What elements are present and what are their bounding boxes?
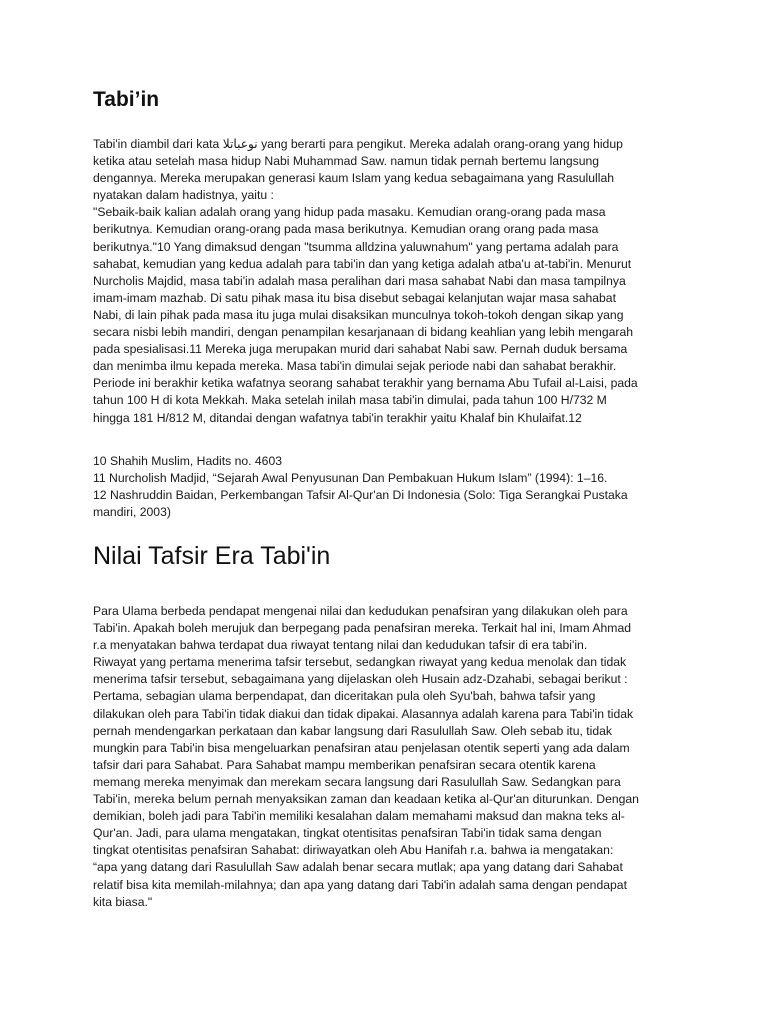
paragraph-nilai-tafsir: Para Ulama berbeda pendapat mengenai nilai dan kedudukan penafsiran yang dilakukan oleh para Tabi'in. Apakah boleh merujuk dan berpegang pada penafsiran mereka. Terkait hal ini, Imam Ahmad r.a menyatakan bahwa terdapat dua riwayat tentang nilai dan kedudukan tafsir di era tabi'in. Riwayat yang pertama menerima tafsir tersebut, sedangkan riwayat yang kedua menolak dan tidak menerima tafsir tersebut, sebagaimana yang dijelaskan oleh Husain adz-Dzahabi, sebagai berikut : Pertama, sebagian ulama berpendapat, dan diceritakan pula oleh Syu'bah, bahwa tafsir yang dilakukan oleh para Tabi'in tidak diakui dan tidak dipakai. Alasannya adalah karena para Tabi'in tidak pernah mendengarkan perkataan dan kabar langsung dari Rasulullah Saw. Oleh sebab itu, tidak mungkin para Tabi'in bisa mengeluarkan penafsiran atau penjelasan otentik seperti yang ada dalam tafsir dari para Sahabat. Para Sahabat mampu memberikan penafsiran secara otentik karena memang mereka menyimak dan merekam secara langsung dari Rasulullah Saw. Sedangkan para Tabi'in, mereka belum pernah menyaksikan zaman dan keadaan ketika al-Qur'an diturunkan. Dengan demikian, boleh jadi para Tabi'in memiliki kesalahan dalam memahami maksud dan makna teks al- Qur'an. Jadi, para ulama mengatakan, tingkat otentisitas penafsiran Tabi'in tidak sama dengan tingkat otentisitas penafsiran Sahabat: diriwayatkan oleh Abu Hanifah r.a. bahwa ia mengatakan: “apa yang datang dari Rasulullah Saw adalah benar secara mutlak; apa yang datang dari Sahabat relatif bisa kita memilah-milahnya; dan apa yang datang dari Tabi'in adalah sama dengan pendapat kita biasa." [93,604,639,909]
footnotes: 10 Shahih Muslim, Hadits no. 4603 11 Nurcholish Madjid, “Sejarah Awal Penyusunan Dan Pembakuan Hukum Islam” (1994): 1–16. 12 Nashruddin Baidan, Perkembangan Tafsir Al-Qur'an Di Indonesia (Solo: Tiga Serangkai Pustaka mandiri, 2003) [93,454,628,520]
paragraph-tabiin-definition: Tabi'in diambil dari kata نوعباتلا yang berarti para pengikut. Mereka adalah orang-orang yang hidup ketika atau setelah masa hidup Nabi Muhammad Saw. namun tidak pernah bertemu langsung dengannya. Mereka merupakan generasi kaum Islam yang kedua sebagaimana yang Rasulullah nyatakan dalam hadistnya, yaitu : "Sebaik-baik kalian adalah orang yang hidup pada masaku. Kemudian orang-orang pada masa berikutnya. Kemudian orang-orang pada masa berikutnya. Kemudian orang orang pada masa berikutnya."10 Yang dimaksud dengan "tsumma alldzina yaluwnahum" yang pertama adalah para sahabat, kemudian yang kedua adalah para tabi'in dan yang ketiga adalah atba'u at-tabi'in. Menurut Nurcholis Majdid, masa tabi'in adalah masa peralihan dari masa sahabat Nabi dan masa tampilnya imam-imam mazhab. Di satu pihak masa itu bisa disebut sebagai kelanjutan wajar masa sahabat Nabi, di lain pihak pada masa itu juga mulai disaksikan munculnya tokoh-tokoh dengan sikap yang secara nisbi lebih mandiri, dengan penampilan kesarjanaan di bidang keahlian yang lebih mengarah pada spesialisasi.11 Mereka juga merupakan murid dari sahabat Nabi saw. Pernah duduk bersama dan menimba ilmu kepada mereka. Masa tabi'in dimulai sejak periode nabi dan sahabat berakhir. Periode ini berakhir ketika wafatnya seorang sahabat terakhir yang bernama Abu Tufail al-Laisi, pada tahun 100 H di kota Mekkah. Maka setelah inilah masa tabi'in dimulai, pada tahun 100 H/732 M hingga 181 H/812 M, ditandai dengan wafatnya tabi'in terakhir yaitu Khalaf bin Khulaifat.12 [93,137,638,425]
heading-nilai-tafsir: Nilai Tafsir Era Tabi'in [93,542,331,570]
heading-tabiin: Tabi’in [93,88,160,111]
